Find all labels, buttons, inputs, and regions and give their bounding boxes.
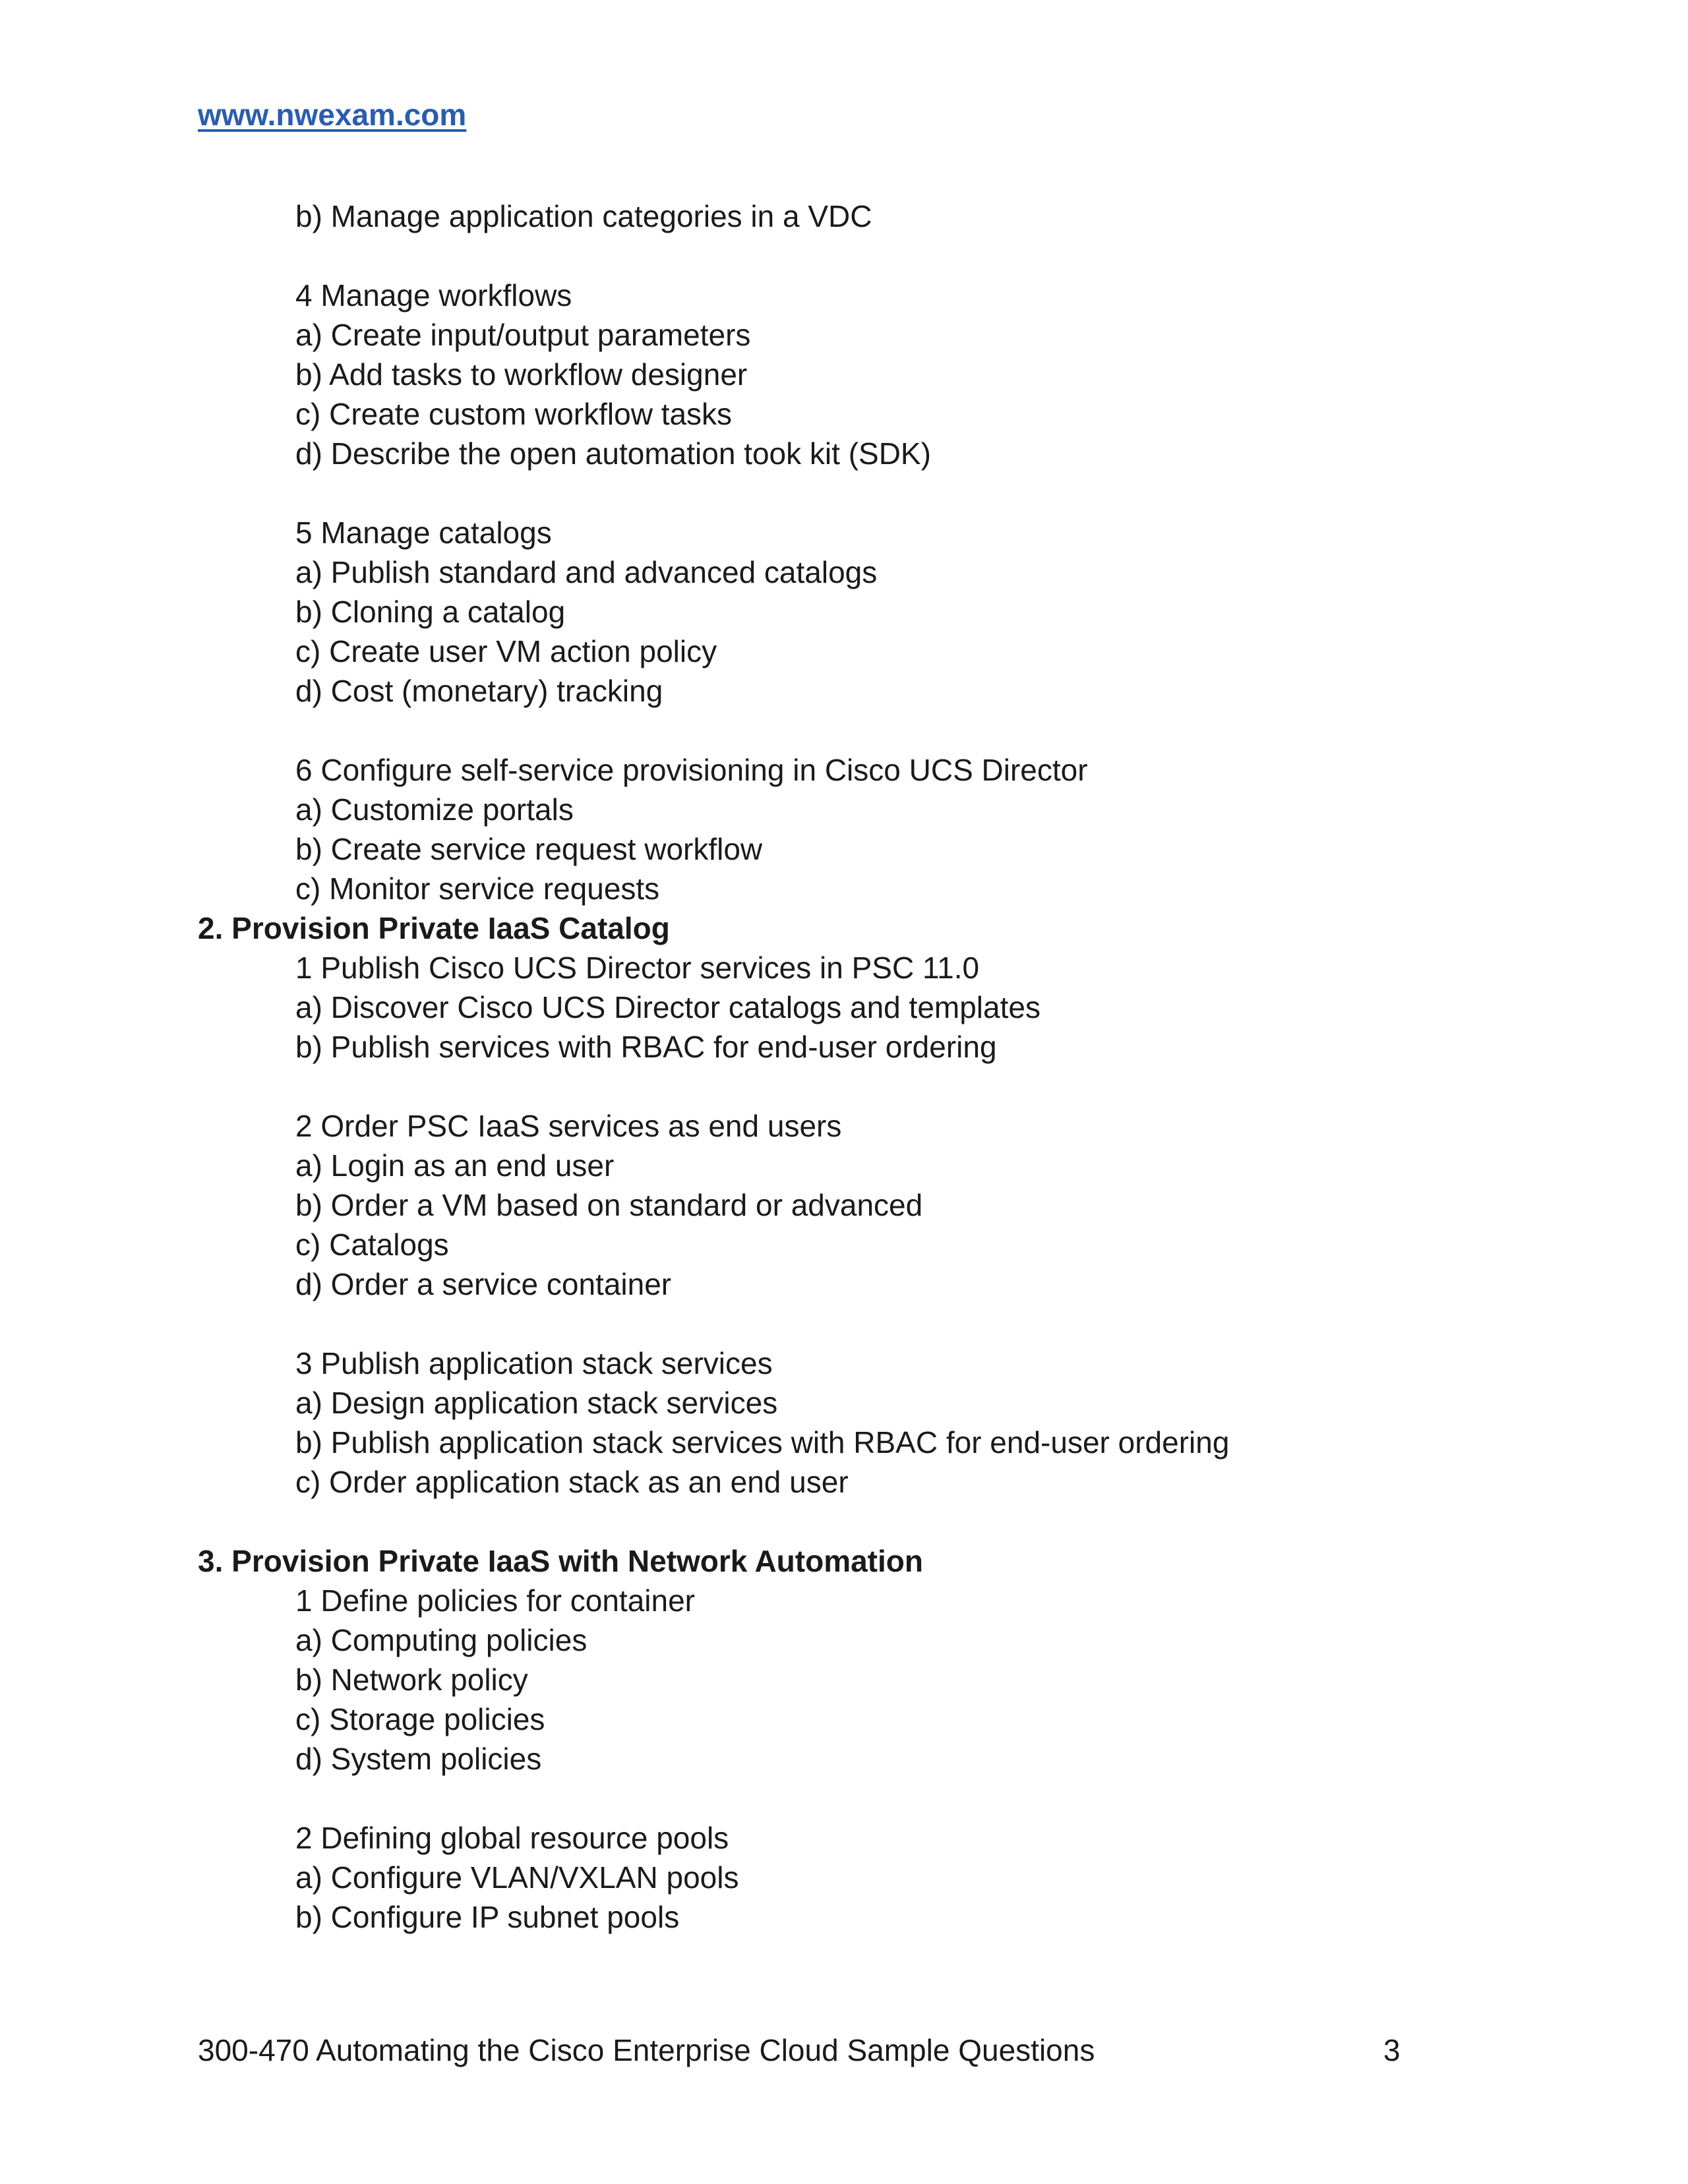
list-item: c) Create custom workflow tasks [295, 397, 733, 431]
list-item: b) Order a VM based on standard or advanced [295, 1188, 923, 1222]
site-link[interactable]: www.nwexam.com [198, 98, 467, 132]
list-item: c) Storage policies [295, 1702, 545, 1736]
section-heading: 3. Provision Private IaaS with Network Automation [198, 1544, 923, 1578]
list-item: c) Catalogs [295, 1227, 449, 1262]
list-item: c) Create user VM action policy [295, 634, 717, 668]
list-item: a) Publish standard and advanced catalogs [295, 555, 878, 589]
list-item: a) Configure VLAN/VXLAN pools [295, 1860, 739, 1895]
list-item: d) Order a service container [295, 1267, 672, 1301]
list-item: a) Login as an end user [295, 1148, 615, 1183]
list-item: c) Monitor service requests [295, 871, 660, 906]
list-item: b) Cloning a catalog [295, 595, 566, 629]
subsection-title: 6 Configure self-service provisioning in Cisco UCS Director [295, 753, 1088, 787]
footer-title: 300-470 Automating the Cisco Enterprise Cloud Sample Questions [198, 2033, 1095, 2067]
list-item: d) System policies [295, 1742, 542, 1776]
subsection-title: 1 Publish Cisco UCS Director services in PSC 11.0 [295, 951, 980, 985]
list-item: b) Add tasks to workflow designer [295, 357, 748, 392]
list-item: a) Design application stack services [295, 1386, 778, 1420]
list-item: d) Describe the open automation took kit (SDK) [295, 436, 931, 471]
list-item: b) Publish services with RBAC for end-user ordering [295, 1030, 997, 1064]
subsection-title: 2 Defining global resource pools [295, 1821, 729, 1855]
page-number: 3 [1383, 2033, 1401, 2067]
list-item: a) Create input/output parameters [295, 318, 751, 352]
list-item: a) Computing policies [295, 1623, 588, 1657]
section-heading: 2. Provision Private IaaS Catalog [198, 911, 670, 945]
subsection-title: 1 Define policies for container [295, 1583, 695, 1618]
subsection-title: 5 Manage catalogs [295, 516, 552, 550]
subsection-title: 2 Order PSC IaaS services as end users [295, 1109, 842, 1143]
list-item: a) Customize portals [295, 792, 574, 827]
list-item: b) Manage application categories in a VDC [295, 199, 872, 233]
subsection-title: 4 Manage workflows [295, 278, 572, 312]
subsection-title: 3 Publish application stack services [295, 1346, 773, 1380]
list-item: b) Configure IP subnet pools [295, 1900, 680, 1934]
list-item: b) Network policy [295, 1663, 528, 1697]
list-item: c) Order application stack as an end user [295, 1465, 849, 1499]
list-item: b) Create service request workflow [295, 832, 763, 866]
list-item: b) Publish application stack services with RBAC for end-user ordering [295, 1425, 1230, 1460]
list-item: d) Cost (monetary) tracking [295, 674, 663, 708]
list-item: a) Discover Cisco UCS Director catalogs and templates [295, 990, 1040, 1024]
